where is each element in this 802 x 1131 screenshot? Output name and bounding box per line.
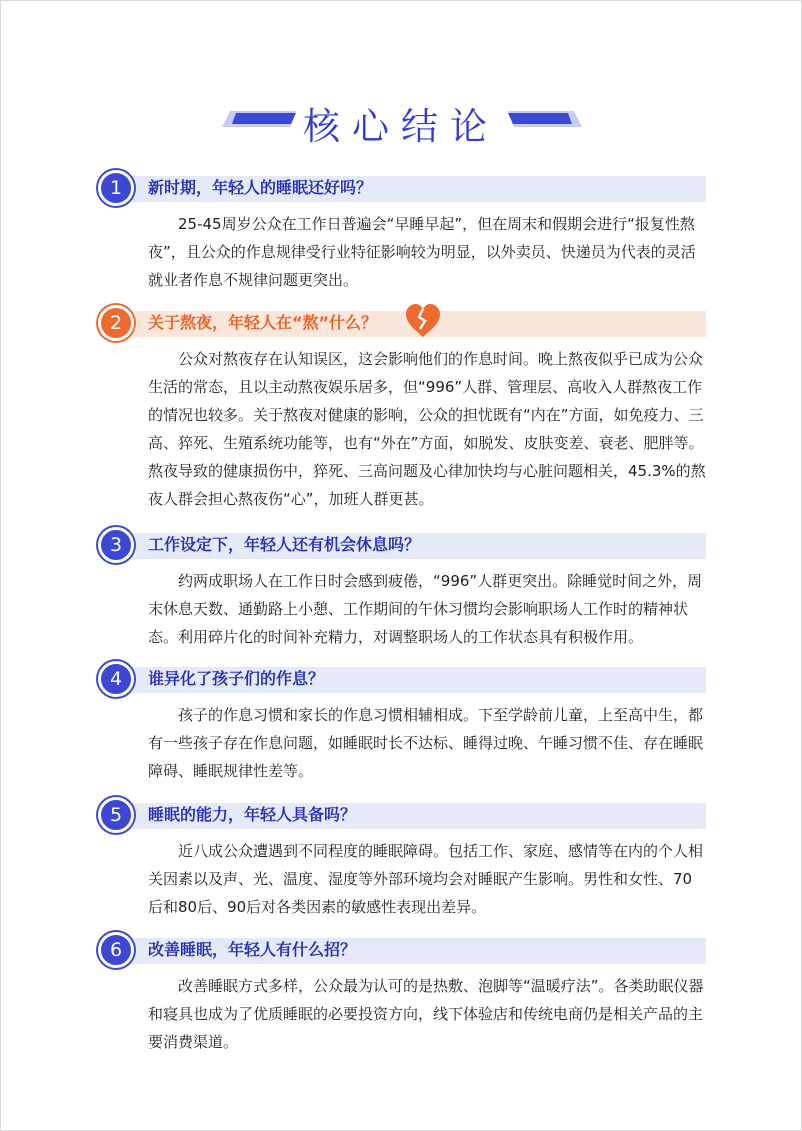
section-number-badge: 3 [98, 527, 134, 563]
conclusion-section-2 [98, 305, 708, 515]
section-body: 孩子的作息习惯和家长的作息习惯相辅相成。下至学龄前儿童，上至高中生，都有一些孩子存在作息问题，如睡眠时长不达标、睡得过晚、午睡习惯不佳、存在睡眠障碍、睡眠规律性差等。 [148, 706, 704, 780]
section-body: 约两成职场人在工作日时会感到疲倦，“996”人群更突出。除睡觉时间之外，周末休息天数、通勤路上小憩、工作期间的午休习惯均会影响职场人工作时的精神状态。利用碎片化的时间补充精力，对调整职场人的工作状态具有积极作用。 [148, 572, 703, 646]
broken-heart-icon [404, 303, 442, 339]
section-heading: 新时期，年轻人的睡眠还好吗？ [148, 178, 373, 197]
section-heading: 工作设定下，年轻人还有机会休息吗？ [148, 535, 421, 554]
conclusion-section-5 [98, 797, 708, 917]
section-number-badge: 6 [98, 932, 134, 968]
section-heading: 谁异化了孩子们的作息？ [148, 669, 325, 688]
conclusion-section-4 [98, 661, 708, 781]
section-heading: 关于熬夜，年轻人在“熬”什么？ [148, 313, 378, 332]
section-body: 改善睡眠方式多样，公众最为认可的是热敷、泡脚等“温暖疗法”。各类助眠仪器和寝具也成为了优质睡眠的必要投资方向，线下体验店和传统电商仍是相关产品的主要消费渠道。 [148, 977, 704, 1051]
page-title: 核心结论 [303, 105, 499, 148]
conclusion-section-1 [98, 170, 708, 290]
section-body: 25-45周岁公众在工作日普遍会“早睡早起”，但在周末和假期会进行“报复性熬夜”，且公众的作息规律受行业特征影响较为明显，以外卖员、快递员为代表的灵活就业者作息不规律问题更突出。 [148, 215, 696, 289]
section-body: 公众对熬夜存在认知误区，这会影响他们的作息时间。晚上熬夜似乎已成为公众生活的常态，且以主动熬夜娱乐居多，但“996”人群、管理层、高收入人群熬夜工作的情况也较多。关于熬夜对健康的影响，公众的担忧既有“内在”方面，如免疫力、三高、猝死、生殖系统功能等，也有“外在”方面，如脱发、皮肤变差、衰老、肥胖等。熬夜导致的健康损伤中，猝死、三高问题及心律加快均与心脏问题相关，45.3%的熬夜人群会担心熬夜伤“心”，加班人群更甚。 [148, 350, 706, 508]
conclusion-section-6 [98, 932, 708, 1052]
section-number-badge: 1 [98, 170, 134, 206]
section-number-badge: 4 [98, 661, 134, 697]
title-banner [0, 92, 802, 148]
section-heading: 改善睡眠，年轻人有什么招？ [148, 940, 357, 959]
section-number-badge: 2 [98, 305, 134, 341]
section-body: 近八成公众遭遇到不同程度的睡眠障碍。包括工作、家庭、感情等在内的个人相关因素以及声、光、温度、湿度等外部环境均会对睡眠产生影响。男性和女性、70后和80后、90后对各类因素的敏感性表现出差异。 [148, 842, 704, 916]
section-heading: 睡眠的能力，年轻人具备吗？ [148, 805, 357, 824]
title-decoration-right [508, 111, 582, 127]
conclusion-section-3 [98, 527, 708, 647]
section-number-badge: 5 [98, 797, 134, 833]
